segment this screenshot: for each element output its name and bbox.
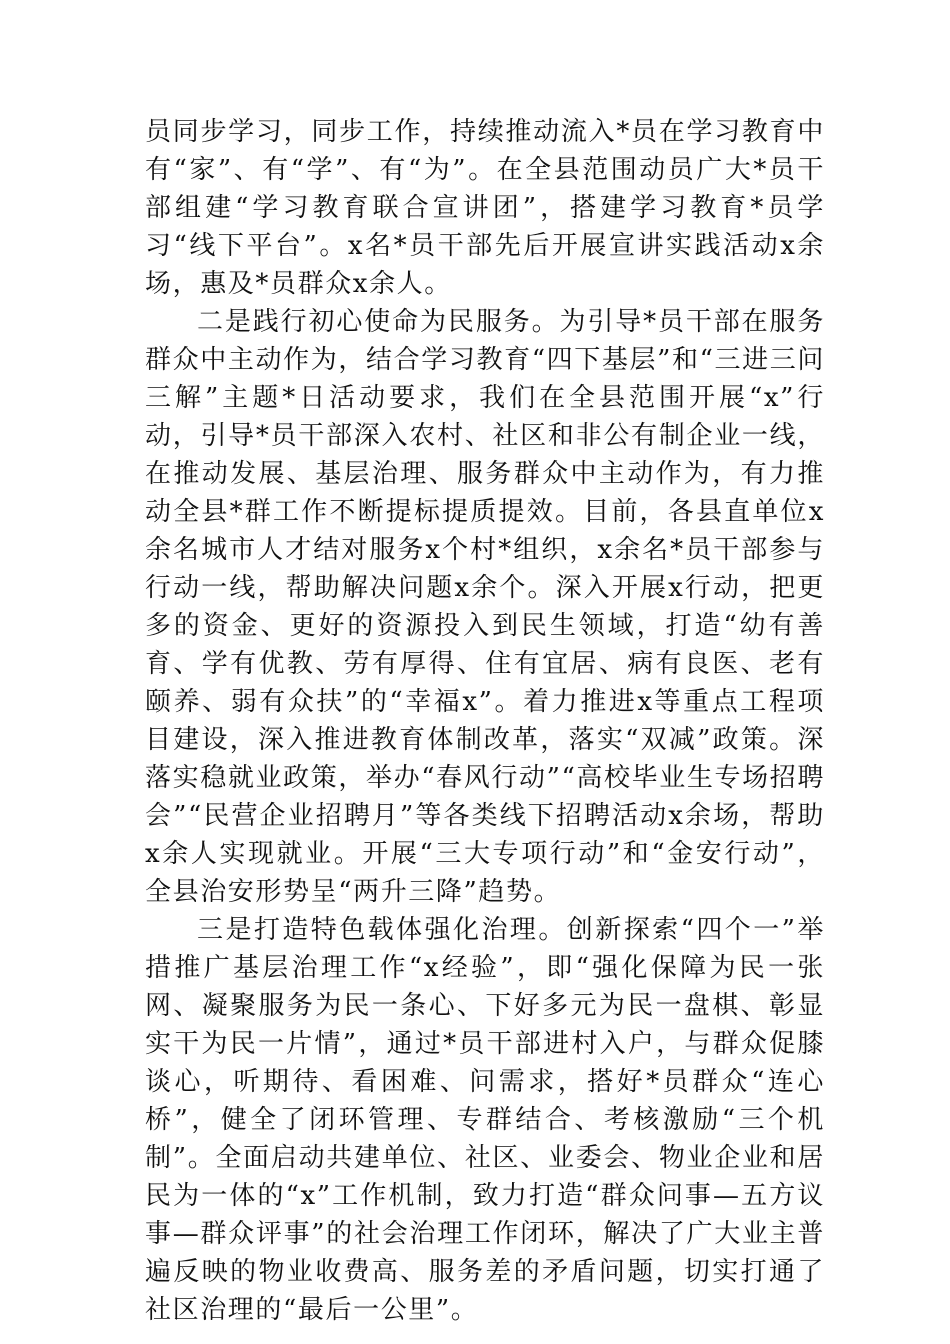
paragraph-three: 三是打造特色载体强化治理。创新探索“四个一”举措推广基层治理工作“x经验”，即“强化保障为民一张网、凝聚服务为民一条心、下好多元为民一盘棋、彰显实干为民一片情”，通过*员干部进村入户，与群众促膝谈心，听期待、看困难、问需求，搭好*员群众“连心桥”，健全了闭环管理、专群结合、考核激励“三个机制”。全面启动共建单位、社区、业委会、物业企业和居民为一体的“x”工作机制，致力打造“群众问事—五方议事—群众评事”的社会治理工作闭环，解决了广大业主普遍反映的物业收费高、服务差的矛盾问题，切实打通了社区治理的“最后一公里”。 <box>145 915 826 1325</box>
document-body <box>145 113 825 1329</box>
paragraph-two: 二是践行初心使命为民服务。为引导*员干部在服务群众中主动作为，结合学习教育“四下基层”和“三进三问三解”主题*日活动要求，我们在全县范围开展“x”行动，引导*员干部深入农村、社区和非公有制企业一线，在推动发展、基层治理、服务群众中主动作为，有力推动全县*群工作不断提标提质提效。目前，各县直单位x余名城市人才结对服务x个村*组织，x余名*员干部参与行动一线，帮助解决问题x余个。深入开展x行动，把更多的资金、更好的资源投入到民生领域，打造“幼有善育、学有优教、劳有厚得、住有宜居、病有良医、老有颐养、弱有众扶”的“幸福x”。着力推进x等重点工程项目建设，深入推进教育体制改革，落实“双减”政策。深落实稳就业政策，举办“春风行动”“高校毕业生专场招聘会”“民营企业招聘月”等各类线下招聘活动x余场，帮助x余人实现就业。开展“三大专项行动”和“金安行动”，全县治安形势呈“两升三降”趋势。 <box>145 307 825 907</box>
paragraph-continued: 员同步学习，同步工作，持续推动流入*员在学习教育中有“家”、有“学”、有“为”。在全县范围动员广大*员干部组建“学习教育联合宣讲团”，搭建学习教育*员学习“线下平台”。x名*员干部先后开展宣讲实践活动x余场，惠及*员群众x余人。 <box>145 117 825 299</box>
